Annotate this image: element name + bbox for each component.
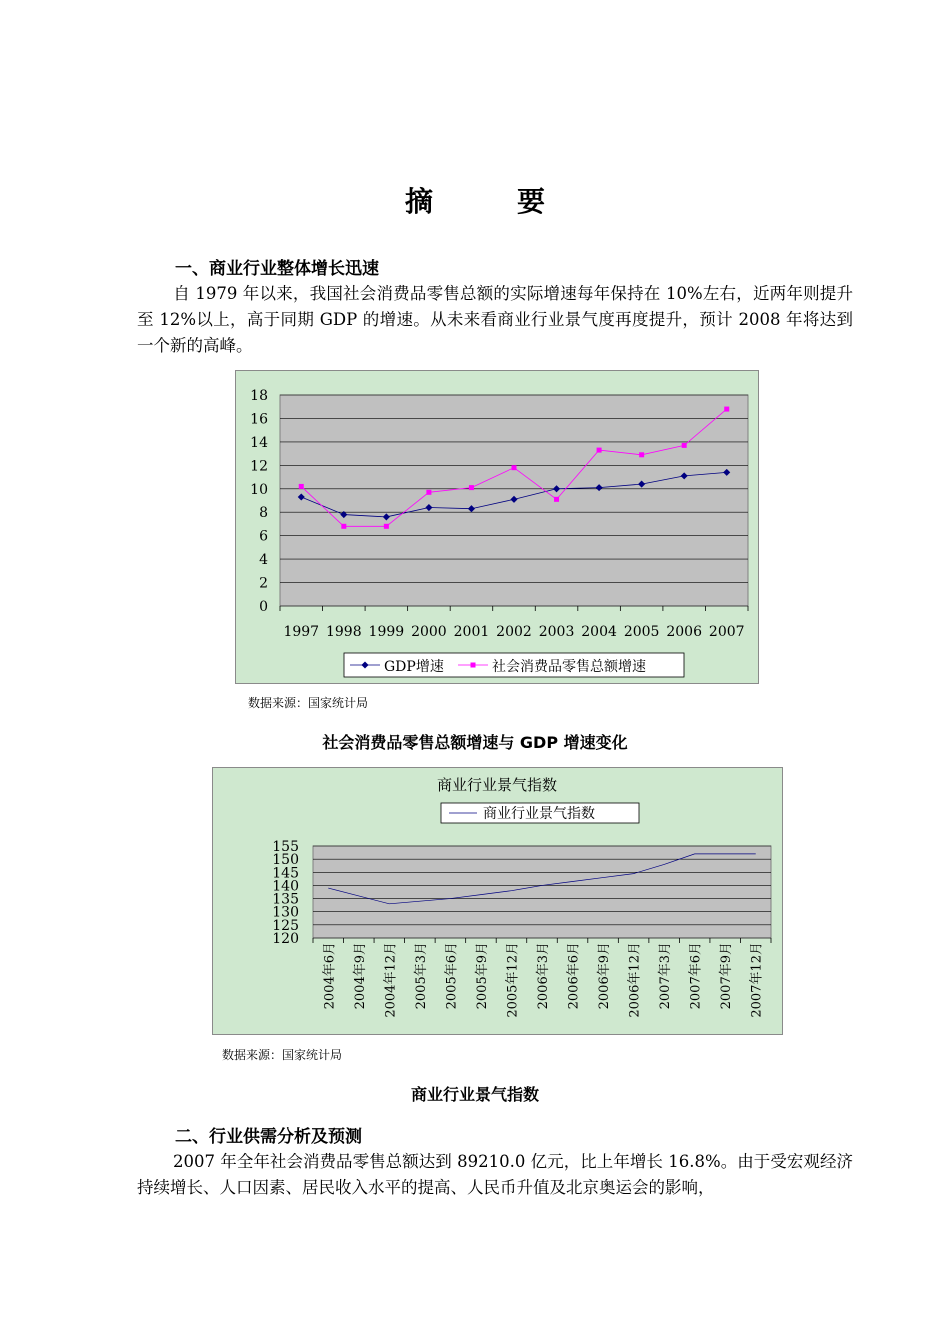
x-tick-label: 2004年6月 [322,942,338,1010]
x-tick-label: 2005年12月 [505,942,521,1018]
y-tick-label: 155 [272,839,299,855]
legend-retail-marker [471,663,476,668]
legend-index-label: 商业行业景气指数 [483,806,595,822]
x-tick-label: 2006 [666,624,703,640]
chart1-caption: 社会消费品零售总额增速与 GDP 增速变化 [322,733,628,752]
x-tick-label: 2002 [496,624,532,640]
y-tick-label: 4 [259,552,268,569]
x-tick-label: 1997 [283,624,320,640]
x-tick-label: 1998 [325,624,362,640]
chart2-source: 数据来源：国家统计局 [222,1048,343,1062]
x-tick-label: 2000 [411,624,447,640]
section-heading-2: 二、行业供需分析及预测 [175,1127,362,1147]
x-tick-label: 2007 [708,624,745,640]
legend-gdp-label: GDP增速 [384,659,444,675]
chart1-source: 数据来源：国家统计局 [248,696,369,710]
y-tick-label: 2 [259,575,268,592]
section-heading-1: 一、商业行业整体增长迅速 [175,259,379,279]
y-tick-label: 18 [250,388,268,404]
x-tick-label: 2004年12月 [383,942,399,1018]
legend-retail-label: 社会消费品零售总额增速 [492,659,646,675]
x-tick-label: 2006年3月 [536,942,551,1010]
y-tick-label: 6 [259,528,268,545]
retail-point [341,524,346,529]
x-tick-label: 1999 [368,624,405,640]
x-tick-label: 2007年3月 [658,942,674,1010]
paragraph-1-text: 自 1979 年以来，我国社会消费品零售总额的实际增速每年保持在 10%左右，近两年则提升至 12%以上，高于同期 GDP 的增速。从未来看商业行业景气度再度提升，预计 2008 年将达到一个新的高峰。 [137,284,853,355]
chart-growth-rates-svg [236,371,758,683]
x-tick-label: 2004 [581,624,617,640]
x-tick-label: 2007年12月 [749,942,765,1018]
x-tick-label: 2004年9月 [352,942,368,1010]
y-tick-label: 16 [250,411,268,428]
y-tick-label: 120 [272,931,299,947]
chart-commerce-index [212,767,783,1035]
chart-commerce-index-svg [213,768,782,1034]
y-tick-label: 12 [250,458,268,475]
y-tick-label: 0 [259,599,268,615]
retail-point [554,497,559,502]
retail-point [299,484,304,489]
x-tick-label: 2006年9月 [597,942,613,1010]
x-tick-label: 2007年6月 [688,942,704,1010]
y-tick-label: 140 [272,878,299,895]
chart-growth-rates [235,370,759,684]
paragraph-1 [137,281,853,359]
y-tick-label: 130 [272,904,299,921]
x-tick-label: 2005年6月 [444,942,460,1010]
x-tick-label: 2005年3月 [413,942,429,1010]
retail-point [724,407,729,412]
retail-point [469,485,474,490]
y-tick-label: 8 [259,505,268,522]
x-tick-label: 2006年12月 [627,942,643,1018]
paragraph-2 [137,1149,853,1201]
y-tick-label: 10 [250,481,268,498]
plot-area [313,846,771,938]
y-tick-label: 135 [272,891,299,908]
x-tick-label: 2005 [623,624,660,640]
paragraph-2-text: 2007 年全年社会消费品零售总额达到 89210.0 亿元，比上年增长 16.8%。由于受宏观经济持续增长、人口因素、居民收入水平的提高、人民币升值及北京奥运会的影响， [137,1152,853,1197]
x-tick-label: 2003 [538,624,575,640]
chart2-title: 商业行业景气指数 [436,776,558,794]
y-tick-label: 150 [272,852,299,869]
chart2-caption: 商业行业景气指数 [410,1085,539,1104]
x-tick-label: 2005年9月 [474,942,490,1010]
x-tick-label: 2007年9月 [719,942,735,1010]
retail-point [512,465,517,470]
page-title: 摘 要 [404,185,573,218]
y-tick-label: 14 [250,434,268,451]
retail-point [384,524,389,529]
retail-point [682,443,687,448]
y-tick-label: 125 [272,917,299,934]
retail-point [597,448,602,453]
x-tick-label: 2001 [453,624,490,640]
x-tick-label: 2006年6月 [566,942,582,1010]
retail-point [639,452,644,457]
retail-point [426,490,431,495]
y-tick-label: 145 [272,865,299,882]
